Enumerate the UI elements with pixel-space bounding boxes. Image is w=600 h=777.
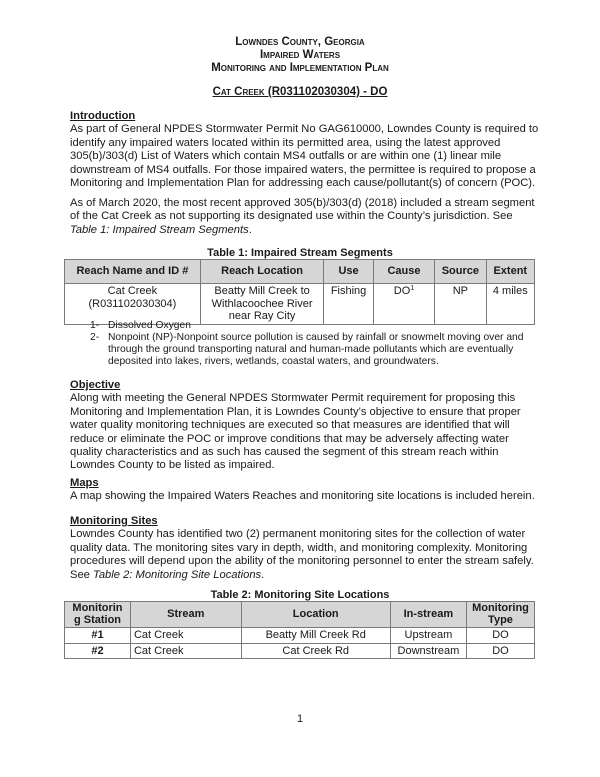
table-row [65,643,535,659]
maps-heading: Maps [70,477,99,489]
table1-cell-source: NP [435,284,486,325]
objective-section [70,379,540,473]
table1-header-row [65,260,535,284]
footnote-marker: 1 [410,285,415,292]
table2-header-instream: In-stream [390,602,466,628]
table1-header-reach-location: Reach Location [200,260,324,284]
table-row [65,284,535,325]
table2-cell-type: DO [466,628,534,644]
table1-cell-reach-location: Beatty Mill Creek to Withlacoochee River near Ray City [200,284,324,325]
table1-header-use: Use [324,260,373,284]
table2-cell-station: #2 [65,643,131,659]
monitoring-site-locations-table [64,601,535,659]
objective-paragraph: Along with meeting the General NPDES Stormwater Permit requirement for proposing this Monitoring and Implementation Plan, it is Lowndes County’s objective to ensure that proper water quality monitoring techniques are executed so that measures are identified that will reduce or eliminate the POC or improve conditions that may be adversely affecting water quality characteristics and as such has caused the segment of this stream reach within Lowndes County to be listed as impaired. [70,392,521,472]
table2-caption: Table 2: Monitoring Site Locations [210,589,390,601]
table-row [65,628,535,644]
header-plan-title: Monitoring and Implementation Plan [211,62,389,74]
table2-cell-instream: Upstream [390,628,466,644]
table2-header-stream: Stream [130,602,241,628]
header-county: Lowndes County, Georgia [235,36,365,48]
table1-header-reach-name: Reach Name and ID # [65,260,201,284]
header-impaired-waters: Impaired Waters [259,49,341,61]
table1-caption: Table 1: Impaired Stream Segments [207,247,393,259]
table2-header-station: Monitorin g Station [65,602,131,628]
table1-cell-extent: 4 miles [486,284,534,325]
monitoring-sites-heading: Monitoring Sites [70,515,158,527]
table2-cell-stream: Cat Creek [130,628,241,644]
table2-cell-station: #1 [65,628,131,644]
document-subtitle: Cat Creek (R031102030304) - DO [212,86,388,98]
table1-header-extent: Extent [486,260,534,284]
monitoring-sites-section [70,515,540,582]
table2-cell-instream: Downstream [390,643,466,659]
impaired-stream-segments-table [64,259,535,325]
maps-section [70,477,540,504]
footnote-2: 2- Nonpoint (NP)-Nonpoint source pollution is caused by rainfall or snowmelt moving over and through the ground transporting natural and human-made pollutants which are eventually deposited into lakes, rivers, wetlands, coastal waters, and groundwaters. [90,332,524,367]
table1-header-cause: Cause [373,260,434,284]
table2-cell-location: Beatty Mill Creek Rd [241,628,390,644]
table1-cell-reach-name: Cat Creek (R031102030304) [65,284,201,325]
objective-heading: Objective [70,379,121,391]
table2-cell-type: DO [466,643,534,659]
introduction-heading: Introduction [70,110,136,122]
table1-reference: Table 1: Impaired Stream Segments [70,223,249,236]
table1-footnotes [90,320,540,368]
introduction-paragraph-2-block [70,197,540,237]
introduction-paragraph-2: As of March 2020, the most recent approved 305(b)/303(d) (2018) included a stream segment of the Cat Creek as not supporting its designated use within the County’s jurisdiction. See Table 1: Impaired Stream Segments. [70,197,535,236]
table1-header-source: Source [435,260,486,284]
table1-cell-use: Fishing [324,284,373,325]
monitoring-sites-paragraph: Lowndes County has identified two (2) permanent monitoring sites for the collection of water quality data. The monitoring sites vary in depth, width, and monitoring complexity. Monitoring procedures will depend upon the ability of the monitoring personnel to enter the stream safely. See Table 2: Monitoring Site Locations. [70,528,534,581]
table2-reference: Table 2: Monitoring Site Locations [93,568,262,581]
page-number: 1 [296,713,304,725]
maps-paragraph: A map showing the Impaired Waters Reaches and monitoring site locations is included herein. [70,490,535,503]
table2-cell-location: Cat Creek Rd [241,643,390,659]
table2-cell-stream: Cat Creek [130,643,241,659]
introduction-section [70,110,540,190]
table2-header-monitoring-type: Monitoring Type [466,602,534,628]
table2-header-row [65,602,535,628]
footnote-1: 1- Dissolved Oxygen [90,320,191,331]
table1-cell-cause: $DO^1$ [373,284,434,325]
introduction-paragraph-1: As part of General NPDES Stormwater Permit No GAG610000, Lowndes County is required to identify any impaired waters located within its permitted area, using the latest approved 305(b)/303(d) List of Waters which contain MS4 outfalls or are within one (1) linear mile downstream of MS4 outfalls. For those impaired waters, the permittee is required to propose a Monitoring and Implementation Plan for addressing each cause/pollutant(s) of concern (POC). [70,123,539,190]
table2-header-location: Location [241,602,390,628]
